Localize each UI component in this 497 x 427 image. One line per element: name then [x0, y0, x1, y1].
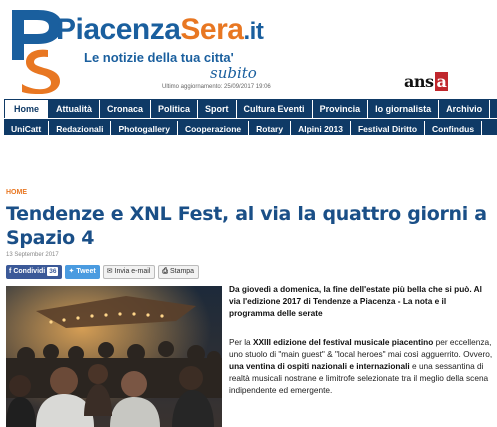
tweet-button[interactable]: [65, 265, 99, 279]
article-body-text: e una sessantina di realtà musicali nostrane e limitrofe selezionate tra il meglio della scena indipendente ed emergente.: [229, 361, 489, 395]
nav-item-cooperazione[interactable]: Cooperazione: [178, 121, 249, 135]
facebook-share-label: Condividi: [13, 268, 46, 275]
nav-item-archivio[interactable]: Archivio: [439, 100, 490, 118]
article-intro: Da giovedì a domenica, la fine dell'estate più bella che si può. Al via l'edizione 2017 di Tendenze a Piacenza - La nota e il programma delle serate: [229, 284, 482, 318]
article-body-text: Per la: [229, 337, 253, 347]
print-button[interactable]: [158, 265, 199, 279]
facebook-share-button[interactable]: [6, 265, 62, 279]
primary-nav: [4, 99, 497, 118]
logo-title: [56, 12, 263, 50]
nav-item-alpini-2013[interactable]: Alpini 2013: [291, 121, 351, 135]
email-button[interactable]: [103, 265, 156, 279]
article-body-text: per eccellenza, uno stuolo di "main guest" & "local heroes" mai così agguerrito. Ovvero,: [229, 337, 493, 359]
article-title: Tendenze e XNL Fest, al via la quattro giorni a Spazio 4: [6, 203, 487, 249]
facebook-icon: f: [9, 268, 12, 275]
ansa-logo[interactable]: [404, 72, 448, 91]
print-label: Stampa: [169, 268, 195, 275]
concert-crowd-image: [6, 286, 222, 427]
article-photo[interactable]: [6, 286, 222, 427]
last-update-text: Ultimo aggiornamento: 25/09/2017 19:06: [162, 84, 271, 90]
print-icon: ⎙: [162, 268, 168, 275]
tweet-label: Tweet: [76, 268, 96, 275]
nav-item-io-giornalista[interactable]: Io giornalista: [368, 100, 439, 118]
site-header: [0, 0, 497, 98]
twitter-icon: ✦: [68, 268, 75, 275]
logo-subtitle: subito: [210, 64, 257, 82]
site-logo[interactable]: [4, 4, 304, 94]
nav-item-redazionali[interactable]: Redazionali: [49, 121, 111, 135]
logo-title-tld: .it: [243, 18, 264, 45]
section-label[interactable]: HOME: [6, 189, 27, 196]
article-body: [229, 336, 494, 396]
logo-tagline: Le notizie della tua citta': [84, 50, 234, 65]
nav-item-home[interactable]: Home: [4, 99, 49, 118]
nav-item-provincia[interactable]: Provincia: [313, 100, 369, 118]
article-body-highlight: una ventina di ospiti nazionali e internazionali: [229, 361, 410, 371]
secondary-nav: [4, 119, 497, 135]
logo-title-accent: Sera: [180, 13, 244, 46]
nav-item-politica[interactable]: Politica: [151, 100, 198, 118]
article-body-highlight: XXIII edizione del festival musicale piacentino: [252, 337, 434, 347]
nav-item-rotary[interactable]: Rotary: [249, 121, 291, 135]
article-date: 13 September 2017: [6, 252, 59, 258]
nav-item-festival-diritto[interactable]: Festival Diritto: [351, 121, 425, 135]
nav-item-cultura-eventi[interactable]: Cultura Eventi: [237, 100, 313, 118]
nav-item-photogallery[interactable]: Photogallery: [111, 121, 177, 135]
nav-item-unicatt[interactable]: UniCatt: [4, 121, 49, 135]
email-icon: ✉: [106, 268, 113, 275]
ansa-logo-box: a: [436, 72, 447, 91]
ansa-logo-prefix: ans: [404, 72, 434, 91]
nav-item-confindustria[interactable]: Confindus: [425, 121, 482, 135]
facebook-share-count: 36: [49, 268, 57, 275]
email-label: Invia e-mail: [114, 268, 151, 275]
logo-title-main: Piacenza: [56, 13, 181, 46]
nav-item-cronaca[interactable]: Cronaca: [100, 100, 151, 118]
nav-item-sport[interactable]: Sport: [198, 100, 237, 118]
nav-item-attualita[interactable]: Attualità: [49, 100, 100, 118]
share-toolbar: [6, 265, 202, 279]
